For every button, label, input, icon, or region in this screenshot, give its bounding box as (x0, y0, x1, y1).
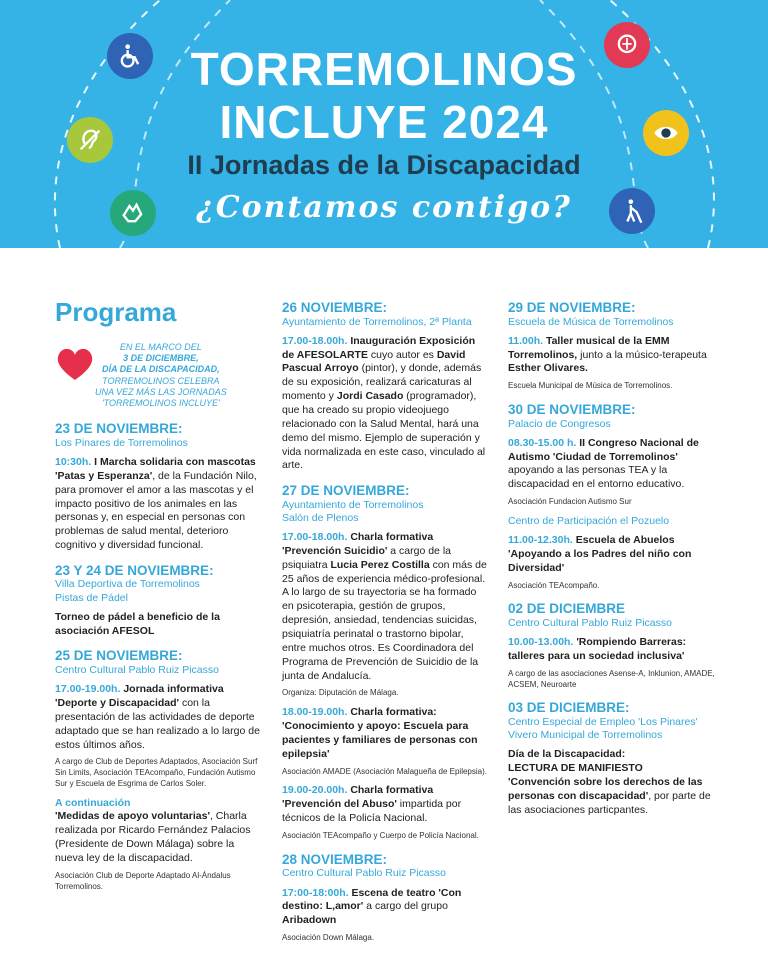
intro-line: TORREMOLINOS CELEBRA (102, 375, 220, 386)
column-3 (508, 300, 722, 827)
event-title: Charla formativa 'Prevención Suicidio' (282, 531, 434, 557)
event (282, 887, 490, 929)
date-heading: 30 DE NOVIEMBRE: (508, 402, 636, 418)
event (508, 534, 722, 576)
day-29-nov (508, 300, 722, 392)
event-text: (pintor), y donde, además de su exposición, realizará caricaturas al momento y (282, 362, 482, 403)
event-title: II Congreso Nacional de Autismo 'Ciudad de Torremolinos' (508, 436, 699, 463)
event-title: Torneo de pádel a beneficio de la asociación AFESOL (55, 610, 220, 637)
organizer: Asociación TEAcompaño y Cuerpo de Policía Nacional. (282, 831, 479, 841)
intro-line: UNA VEZ MÁS LAS JORNADAS (95, 386, 227, 397)
event (508, 636, 722, 664)
location: Palacio de Congresos (508, 417, 611, 430)
event-title: LECTURA DE MANIFIESTO (508, 761, 643, 774)
event-time: 11.00h. (508, 334, 544, 347)
event-text: , por parte de las asociaciones particpantes. (508, 789, 711, 816)
location: Ayuntamiento de Torremolinos (282, 498, 424, 511)
event-text: , Charla realizada por Ricardo Fernández Palacios (Presidente de Down Málaga) sobre la nueva ley de la discapacidad. (55, 810, 251, 864)
intro-line: EN EL MARCO DEL (119, 341, 202, 352)
event-time: 08.30-15.00 h. (508, 436, 577, 449)
date-heading: 26 NOVIEMBRE: (282, 300, 388, 315)
date-heading: 29 DE NOVIEMBRE: (508, 300, 636, 315)
event-time: 17:00-18:00h. (282, 886, 349, 899)
event-text: apoyando a las personas TEA y la discapacidad en el entorno educativo. (508, 464, 685, 491)
location: Ayuntamiento de Torremolinos, 2ª Planta (282, 315, 472, 328)
intro-text (95, 342, 227, 410)
event-title: Inauguración Exposición de AFESOLARTE (282, 334, 476, 361)
title-line-2: INCLUYE 2024 (219, 96, 549, 148)
event-text: con la presentación de las actividades de deporte adaptado que se han realizado a lo largo de estos últimos años. (55, 696, 260, 751)
person-name: Esther Olivares. (508, 362, 588, 375)
event (55, 611, 261, 639)
event-title: Taller musical de la EMM Torremolinos, (508, 334, 670, 361)
event-time: 18.00-19.00h. (282, 706, 348, 719)
event-text: cuyo autor es (367, 348, 437, 361)
location: Centro Cultural Pablo Ruiz Picasso (282, 867, 446, 880)
event-time: 17.00-18.00h. (282, 334, 348, 347)
date-heading: 23 DE NOVIEMBRE: (55, 421, 183, 437)
event-title: Jornada informativa 'Deporte y Discapacidad' (55, 683, 224, 709)
date-heading: 02 DE DICIEMBRE (508, 601, 626, 617)
intro-line: DÍA DE LA DISCAPACIDAD, (102, 364, 220, 375)
event (508, 335, 722, 377)
event-title: Charla formativa 'Prevención del Abuso' (282, 784, 434, 811)
event-time: 10.00-13.00h. (508, 636, 574, 649)
date-heading: 25 DE NOVIEMBRE: (55, 648, 183, 664)
location: Centro Especial de Empleo 'Los Pinares' (508, 715, 698, 728)
subtitle: II Jornadas de la Discapacidad (187, 150, 581, 180)
event-text: a cargo de la psiquiatra (282, 544, 451, 571)
organizer: Organiza: Diputación de Málaga. (282, 688, 399, 698)
day-26-nov (282, 300, 490, 473)
event-time: 17.00-18.00h. (282, 531, 348, 543)
event-title: Charla formativa: 'Conocimiento y apoyo: Escuela para pacientes y familiares de personas con epilepsia' (282, 706, 478, 760)
day-27-nov (282, 483, 490, 842)
event (55, 456, 261, 553)
date-heading: 03 DE DICIEMBRE: (508, 700, 630, 716)
event-title: I Marcha solidaria con mascotas 'Patas y Esperanza' (55, 455, 256, 482)
event (55, 810, 261, 865)
day-25-nov (55, 648, 261, 892)
event-text: con más de 25 años de experiencia médico-profesional. A lo largo de su trayectoria se ha formado en psicoterapia, gestión de grupos, depresión, ansiedad, tendencias suicidas, psiquiatría perinatal o trastorno bipolar, entre muchos otros. Es Coordinadora del Programa de Prevención de Suicidio de la junta de Andalucía. (282, 558, 487, 682)
day-23-24-nov (55, 563, 261, 638)
location: Los Pinares de Torremolinos (55, 436, 188, 449)
event-text: junto a la músico-terapeuta (577, 348, 707, 361)
event-title: Escena de teatro 'Con destino: L,amor' (282, 886, 462, 913)
event-text: a cargo del grupo (363, 900, 448, 913)
event (282, 531, 490, 683)
slogan: ¿Contamos contigo? (196, 190, 572, 225)
location: Salón de Plenos (282, 511, 359, 524)
heart-icon (55, 346, 95, 382)
location: Centro Cultural Pablo Ruiz Picasso (508, 616, 672, 629)
location: Escuela de Música de Torremolinos (508, 315, 674, 328)
day-03-dec (508, 700, 722, 817)
column-2 (282, 300, 490, 954)
person-name: Jordi Casado (336, 390, 404, 403)
event-text: impartida por técnicos de la Policía Nacional. (282, 798, 462, 825)
column-1 (55, 296, 261, 902)
header-banner (0, 0, 768, 248)
organizer: A cargo de Club de Deportes Adaptados, Asociación Surf Sin Limits, Asociación TEAcompaño, Fundación Autismo Sur y Escuela de Esgrima de Carlos Soler. (55, 757, 258, 788)
event-text: (programador), que ha creado su propio videojuego relacionado con la Salud Mental, hará una demo del mismo. Ejemplo de superación y vida normalizada en este caso, vinculado al arte. (282, 390, 486, 472)
organizer: Asociación AMADE (Asociación Malagueña de Epilepsia). (282, 766, 487, 776)
day-23-nov (55, 421, 261, 553)
event (508, 437, 722, 492)
organizer: Asociación TEAcompaño. (508, 580, 600, 590)
program-title: Programa (55, 297, 177, 327)
event-title: 'Convención sobre los derechos de las personas con discapacidad' (508, 775, 703, 802)
date-heading: 27 DE NOVIEMBRE: (282, 483, 410, 499)
event-title: Día de la Discapacidad: (508, 748, 626, 761)
event-time: 19.00-20.00h. (282, 784, 348, 797)
event-title: 'Rompiendo Barreras: talleres para un sociedad inclusiva' (508, 636, 687, 662)
title-line-1: TORREMOLINOS (190, 43, 578, 95)
event-time: 17.00-19.00h. (55, 683, 121, 696)
event (55, 683, 261, 752)
event-time: 10:30h. (55, 455, 92, 468)
event-title: 'Medidas de apoyo voluntarias' (55, 810, 210, 823)
person-name: Lucia Perez Costilla (330, 558, 430, 571)
location: Pistas de Pádel (55, 591, 128, 604)
location: Villa Deportiva de Torremolinos (55, 578, 200, 591)
location: Vivero Municipal de Torremolinos (508, 728, 663, 741)
organizer: Asociación Fundacion Autismo Sur (508, 497, 632, 507)
program-intro (55, 342, 261, 410)
continuation-label: A continuación (55, 796, 131, 809)
organizer: A cargo de las asociaciones Asense-A, Inklunion, AMADE, ACSEM, Neuroarte (508, 668, 715, 689)
date-heading: 23 Y 24 DE NOVIEMBRE: (55, 562, 214, 578)
event-time: 11.00-12.30h. (508, 534, 573, 547)
event-title: Escuela de Abuelos 'Apoyando a los Padres del niño con Diversidad' (508, 534, 692, 574)
event (508, 748, 722, 817)
day-02-dec (508, 601, 722, 690)
day-30-nov (508, 402, 722, 591)
organizer: Asociación Down Málaga. (282, 933, 375, 943)
location: Centro de Participación el Pozuelo (508, 514, 670, 527)
person-name: David Pascual Arroyo (282, 348, 466, 375)
day-28-nov (282, 852, 490, 944)
intro-line: 3 DE DICIEMBRE, (123, 353, 199, 364)
date-heading: 28 NOVIEMBRE: (282, 851, 388, 867)
event (282, 335, 490, 474)
organizer: Asociación Club de Deporte Adaptado Al-Ándalus Torremolinos. (55, 870, 231, 891)
organizer: Escuela Municipal de Música de Torremolinos. (508, 381, 673, 391)
intro-line: 'TORREMOLINOS INCLUYE' (101, 398, 220, 409)
group-name: Aribadown (282, 914, 337, 927)
event (282, 706, 490, 761)
event-text: , de la Fundación Nilo, para promover el amor a las mascotas y el impacto positivo de los animales en las personas y, en especial en personas con problemas de salud mental, deterioro cognitivo y diversidad funcional. (55, 469, 257, 552)
event (282, 784, 490, 826)
location: Centro Cultural Pablo Ruiz Picasso (55, 663, 219, 676)
